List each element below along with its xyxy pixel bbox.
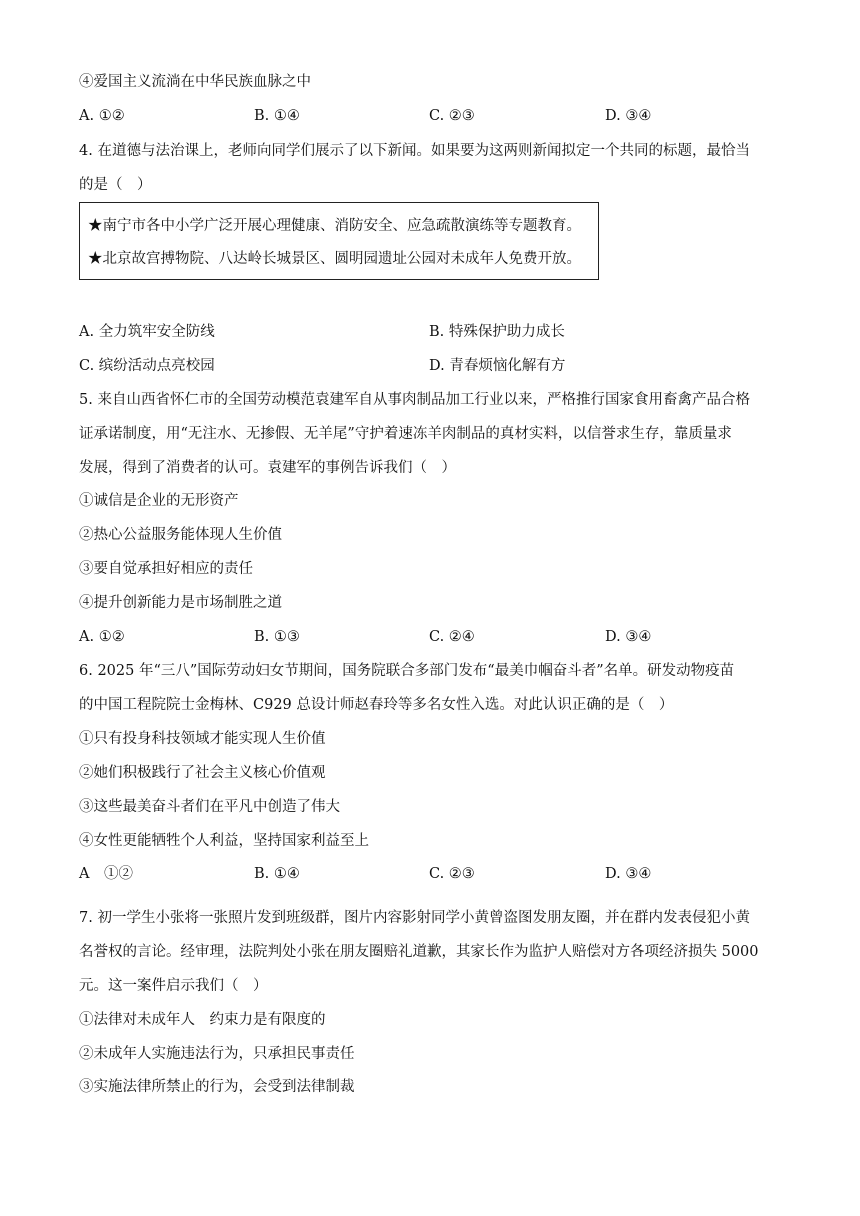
q5-stem-line-3: 发展，得到了消费者的认可。袁建军的事例告诉我们（ ） (79, 460, 456, 476)
q5-item-1: ①诚信是企业的无形资产 (79, 493, 239, 509)
q4-option-c: C. 缤纷活动点亮校园 (79, 358, 215, 374)
q5-item-3: ③要自觉承担好相应的责任 (79, 561, 253, 577)
q4-news-1: ★南宁市各中小学广泛开展心理健康、消防安全、应急疏散演练等专题教育。 (88, 218, 581, 234)
q6-item-4: ④女性更能牺牲个人利益，坚持国家利益至上 (79, 833, 369, 849)
q4-stem-line-2: 的是（ ） (79, 177, 152, 193)
q3-option-b: B. ①④ (254, 108, 300, 124)
q7-stem-line-3: 元。这一案件启示我们（ ） (79, 978, 268, 994)
q6-item-2: ②她们积极践行了社会主义核心价值观 (79, 765, 326, 781)
q3-option-c: C. ②③ (429, 108, 475, 124)
q5-stem-line-1: 5. 来自山西省怀仁市的全国劳动模范袁建军自从事肉制品加工行业以来，严格推行国家食用畜禽产品合格 (79, 392, 750, 408)
q4-option-b: B. 特殊保护助力成长 (429, 324, 565, 340)
q7-item-3: ③实施法律所禁止的行为，会受到法律制裁 (79, 1079, 355, 1095)
q5-option-a: A. ①② (79, 629, 125, 645)
q7-item-2: ②未成年人实施违法行为，只承担民事责任 (79, 1046, 355, 1062)
q6-stem-line-2: 的中国工程院院士金梅林、C929 总设计师赵春玲等多名女性入选。对此认识正确的是（ ） (79, 697, 674, 713)
q3-item-4: ④爱国主义流淌在中华民族血脉之中 (79, 74, 311, 90)
q4-option-d: D. 青春烦恼化解有方 (429, 358, 566, 374)
q4-stem-line-1: 4. 在道德与法治课上，老师向同学们展示了以下新闻。如果要为这两则新闻拟定一个共同的标题，最恰当 (79, 143, 750, 159)
q6-option-a: A ①② (79, 866, 133, 882)
q5-stem-line-2: 证承诺制度，用“无注水、无掺假、无羊尾”守护着速冻羊肉制品的真材实料，以信誉求生存，靠质量求 (79, 426, 732, 442)
q6-option-d: D. ③④ (605, 866, 652, 882)
q6-item-1: ①只有投身科技领域才能实现人生价值 (79, 731, 326, 747)
q5-option-b: B. ①③ (254, 629, 300, 645)
q5-option-c: C. ②④ (429, 629, 475, 645)
q6-item-3: ③这些最美奋斗者们在平凡中创造了伟大 (79, 799, 340, 815)
q6-option-c: C. ②③ (429, 866, 475, 882)
q3-option-a: A. ①② (79, 108, 125, 124)
q7-stem-line-1: 7. 初一学生小张将一张照片发到班级群，图片内容影射同学小黄曾盗图发朋友圈，并在群内发表侵犯小黄 (79, 910, 750, 926)
q4-news-box (79, 202, 599, 280)
q3-option-d: D. ③④ (605, 108, 652, 124)
q5-option-d: D. ③④ (605, 629, 652, 645)
q6-stem-line-1: 6. 2025 年“三八”国际劳动妇女节期间，国务院联合多部门发布“最美巾帼奋斗者”名单。研发动物疫苗 (79, 663, 735, 679)
q4-option-a: A. 全力筑牢安全防线 (79, 324, 215, 340)
q4-news-2: ★北京故宫搏物院、八达岭长城景区、圆明园遗址公园对未成年人免费开放。 (88, 251, 581, 267)
q5-item-4: ④提升创新能力是市场制胜之道 (79, 595, 282, 611)
q5-item-2: ②热心公益服务能体现人生价值 (79, 527, 282, 543)
q7-item-1: ①法律对未成年人 约束力是有限度的 (79, 1012, 326, 1028)
q7-stem-line-2: 名誉权的言论。经审理，法院判处小张在朋友圈赔礼道歉，其家长作为监护人赔偿对方各项经济损失 5000 (79, 944, 759, 960)
q6-option-b: B. ①④ (254, 866, 300, 882)
